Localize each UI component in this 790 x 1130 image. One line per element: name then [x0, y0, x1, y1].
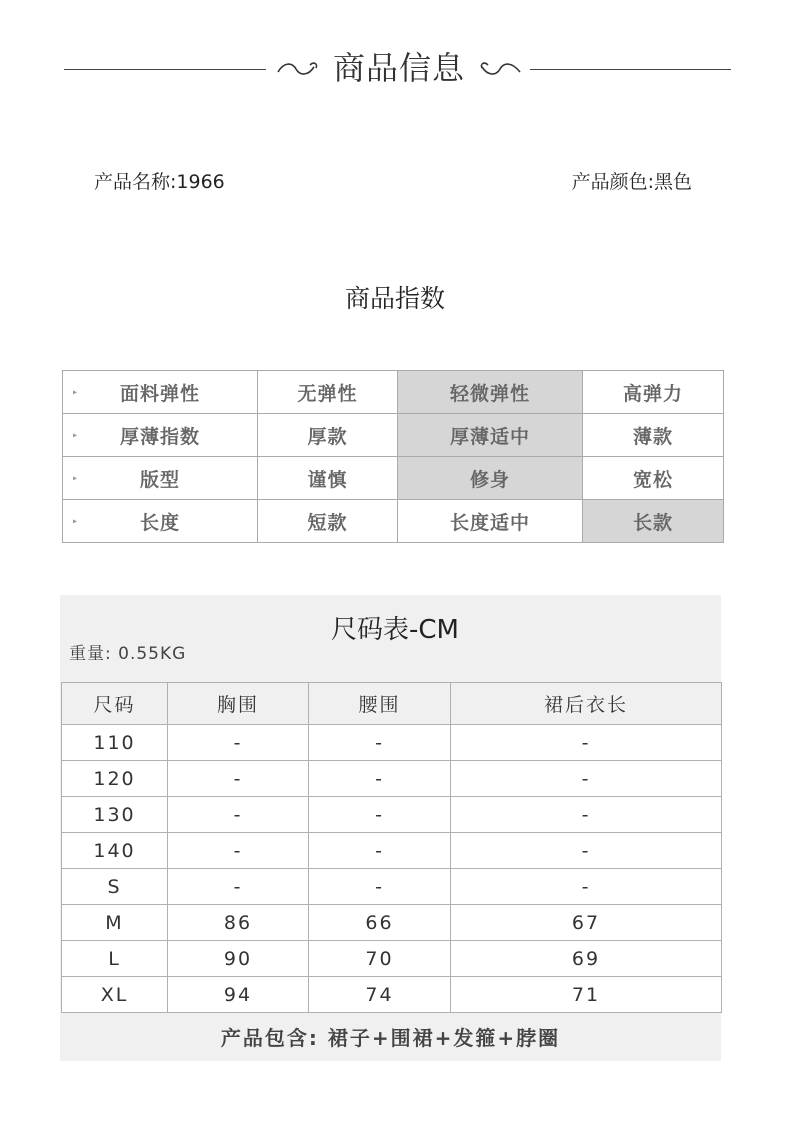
index-option: 高弹力	[583, 371, 724, 414]
size-value-cell: 66	[309, 905, 451, 941]
index-table	[62, 370, 724, 543]
index-row-label	[63, 371, 258, 414]
size-table	[61, 682, 722, 1013]
size-value-cell: -	[168, 869, 309, 905]
size-table-row	[62, 725, 722, 761]
product-name	[94, 168, 225, 196]
index-option: 谨慎	[258, 457, 398, 500]
size-value-cell: 90	[168, 941, 309, 977]
weight-text: 重量: 0.55KG	[69, 644, 187, 664]
package-contents: 产品包含: 裙子+围裙+发箍+脖圈	[220, 1026, 561, 1050]
size-table-header-row	[62, 683, 722, 725]
index-option-selected: 轻微弹性	[398, 371, 583, 414]
size-label-cell: 140	[62, 833, 168, 869]
index-option: 长度适中	[398, 500, 583, 543]
header-divider-right	[530, 69, 731, 70]
size-value-cell: -	[168, 761, 309, 797]
size-label-cell: 110	[62, 725, 168, 761]
product-color	[572, 168, 692, 196]
size-value-cell: -	[309, 725, 451, 761]
index-option: 宽松	[583, 457, 724, 500]
bullet-arrow-icon: ▸	[73, 387, 78, 397]
index-row	[63, 414, 724, 457]
index-row-label	[63, 500, 258, 543]
index-row	[63, 371, 724, 414]
bullet-arrow-icon: ▸	[73, 473, 78, 483]
size-label-cell: 120	[62, 761, 168, 797]
size-table-row	[62, 941, 722, 977]
size-value-cell: 71	[451, 977, 722, 1013]
size-value-cell: 94	[168, 977, 309, 1013]
index-title: 商品指数	[344, 284, 445, 313]
size-table-header-cell: 尺码	[62, 683, 168, 725]
index-option-selected: 修身	[398, 457, 583, 500]
product-name-label: 产品名称:	[94, 171, 177, 193]
index-option-selected: 长款	[583, 500, 724, 543]
index-label-text: 版型	[139, 468, 180, 491]
header-divider-left	[64, 69, 266, 70]
size-table-row	[62, 905, 722, 941]
size-table-row	[62, 797, 722, 833]
size-value-cell: 70	[309, 941, 451, 977]
size-table-row	[62, 869, 722, 905]
size-value-cell: -	[168, 797, 309, 833]
index-label-text: 面料弹性	[119, 382, 200, 405]
index-row	[63, 500, 724, 543]
index-row	[63, 457, 724, 500]
size-value-cell: 74	[309, 977, 451, 1013]
size-table-row	[62, 977, 722, 1013]
bullet-arrow-icon: ▸	[73, 516, 78, 526]
size-table-row	[62, 833, 722, 869]
product-color-label: 产品颜色:	[571, 171, 654, 193]
index-label-text: 厚薄指数	[119, 425, 200, 448]
size-chart-title: 尺码表-CM	[331, 615, 459, 645]
size-label-cell: S	[62, 869, 168, 905]
size-label-cell: 130	[62, 797, 168, 833]
index-option: 薄款	[583, 414, 724, 457]
size-value-cell: -	[451, 869, 722, 905]
index-option: 厚款	[258, 414, 398, 457]
size-value-cell: -	[309, 869, 451, 905]
size-value-cell: 69	[451, 941, 722, 977]
size-value-cell: -	[451, 725, 722, 761]
index-option: 短款	[258, 500, 398, 543]
index-option-selected: 厚薄适中	[398, 414, 583, 457]
swirl-ornament-right-icon	[478, 58, 522, 80]
size-value-cell: -	[309, 833, 451, 869]
section-title-product-info: 商品信息	[332, 49, 465, 87]
size-table-header-cell: 裙后衣长	[451, 683, 722, 725]
size-table-row	[62, 761, 722, 797]
product-color-value: 黑色	[653, 171, 692, 193]
size-value-cell: 86	[168, 905, 309, 941]
index-row-label	[63, 414, 258, 457]
size-label-cell: XL	[62, 977, 168, 1013]
size-table-header-cell: 腰围	[309, 683, 451, 725]
size-value-cell: -	[451, 761, 722, 797]
index-label-text: 长度	[139, 511, 180, 534]
index-option: 无弹性	[258, 371, 398, 414]
size-value-cell: -	[451, 833, 722, 869]
size-value-cell: -	[309, 797, 451, 833]
product-name-value: 1966	[176, 171, 225, 193]
size-value-cell: -	[168, 725, 309, 761]
index-row-label	[63, 457, 258, 500]
size-label-cell: L	[62, 941, 168, 977]
size-value-cell: -	[451, 797, 722, 833]
size-value-cell: 67	[451, 905, 722, 941]
size-value-cell: -	[309, 761, 451, 797]
bullet-arrow-icon: ▸	[73, 430, 78, 440]
size-table-header-cell: 胸围	[168, 683, 309, 725]
size-label-cell: M	[62, 905, 168, 941]
size-value-cell: -	[168, 833, 309, 869]
swirl-ornament-left-icon	[276, 58, 320, 80]
